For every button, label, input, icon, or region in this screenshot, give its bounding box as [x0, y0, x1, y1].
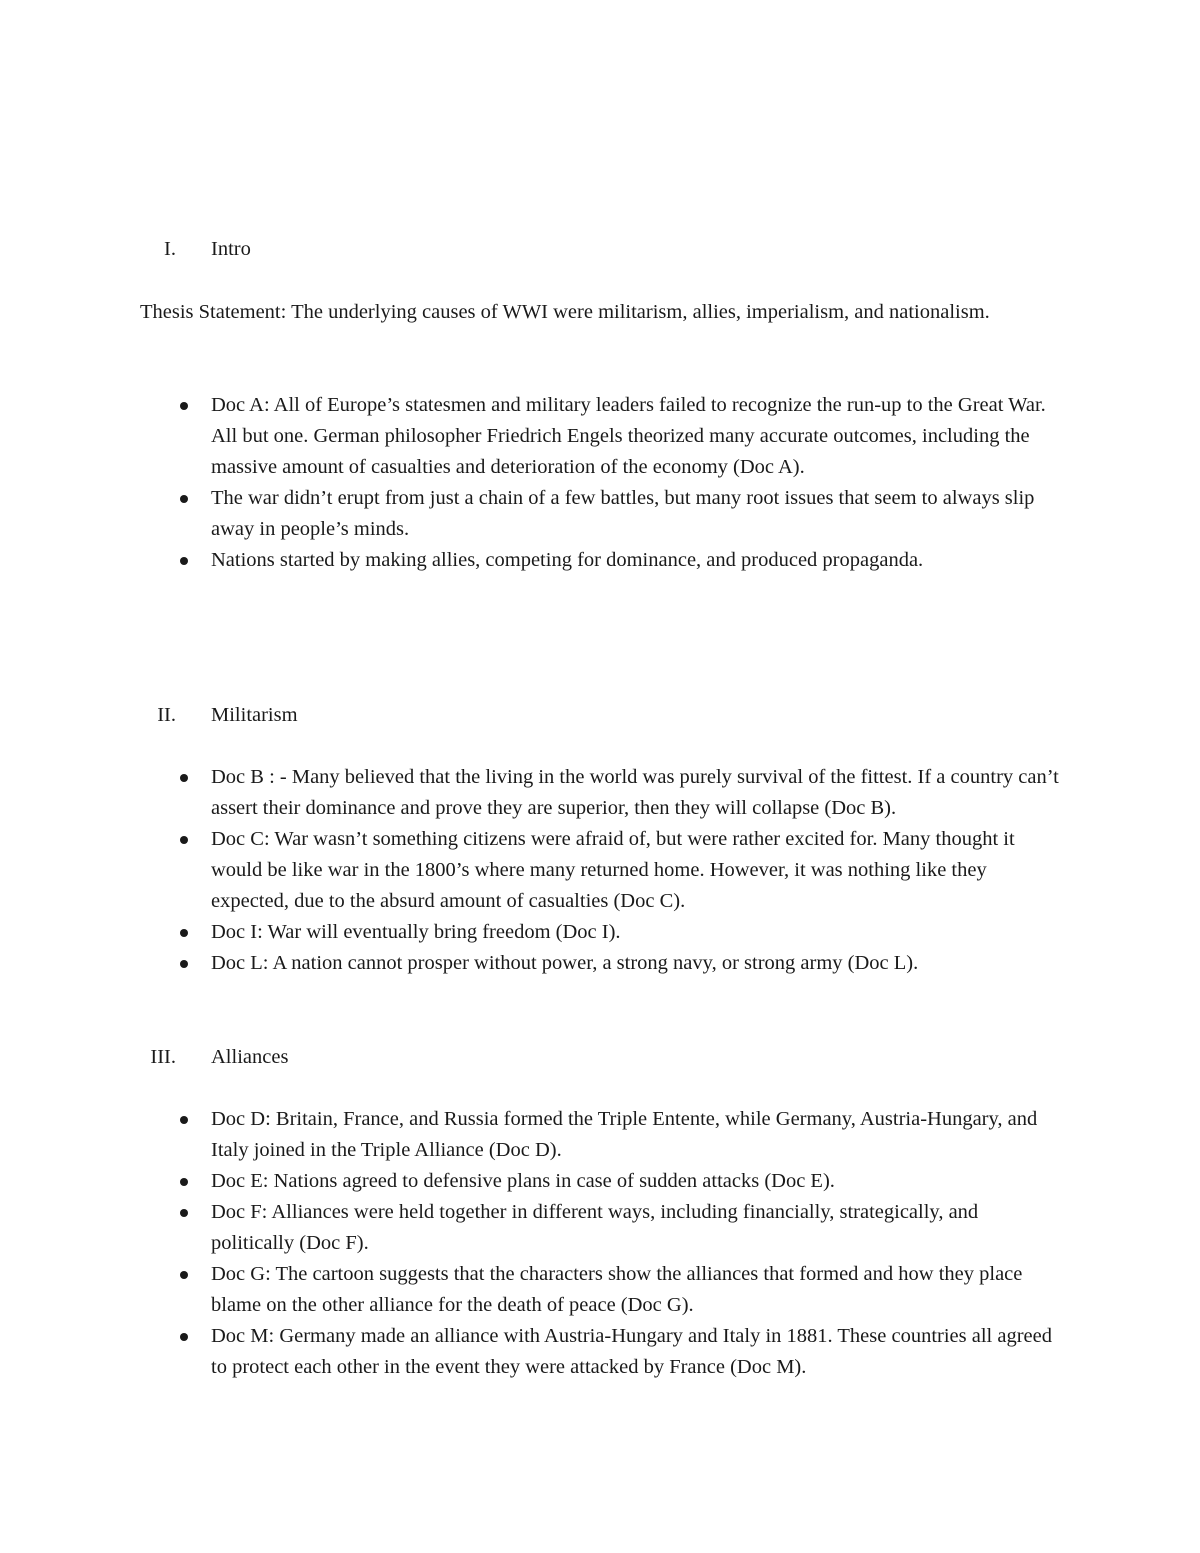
section-numeral: III.: [150, 1046, 176, 1068]
list-item: [0, 1259, 1061, 1321]
intro-bullet-list: [0, 390, 1200, 576]
list-item-text: Doc I: War will eventually bring freedom (Doc I).: [211, 921, 621, 943]
list-item: [0, 1166, 1061, 1197]
section-title: Militarism: [211, 704, 298, 726]
list-item: [0, 1321, 1061, 1383]
bullet-icon: [180, 836, 188, 844]
section-numeral: I.: [164, 238, 176, 260]
bullet-icon: [180, 1333, 188, 1341]
list-item-text: Doc L: A nation cannot prosper without power, a strong navy, or strong army (Doc L).: [211, 952, 919, 974]
section-heading-alliances: [0, 1042, 1200, 1073]
list-item: [0, 545, 1061, 576]
section-title: Intro: [211, 238, 251, 260]
section-heading-intro: [0, 234, 1200, 265]
bullet-icon: [180, 929, 188, 937]
bullet-icon: [180, 1271, 188, 1279]
list-item-text: Doc E: Nations agreed to defensive plans in case of sudden attacks (Doc E).: [211, 1170, 835, 1192]
bullet-icon: [180, 402, 188, 410]
bullet-icon: [180, 960, 188, 968]
bullet-icon: [180, 495, 188, 503]
list-item: [0, 917, 1061, 948]
list-item-text: Doc F: Alliances were held together in different ways, including financially, strategically, and politically (Doc F).: [211, 1201, 979, 1254]
list-item-text: Doc M: Germany made an alliance with Austria-Hungary and Italy in 1881. These countries all agreed to protect each other in the event they were attacked by France (Doc M).: [211, 1325, 1052, 1378]
bullet-icon: [180, 1178, 188, 1186]
section-numeral: II.: [157, 704, 176, 726]
list-item: [0, 824, 1061, 917]
bullet-icon: [180, 774, 188, 782]
list-item: [0, 1104, 1061, 1166]
list-item: [0, 483, 1061, 545]
bullet-icon: [180, 1116, 188, 1124]
militarism-bullet-list: [0, 762, 1200, 979]
list-item-text: Doc D: Britain, France, and Russia formed the Triple Entente, while Germany, Austria-Hungary, and Italy joined in the Triple Alliance (Doc D).: [211, 1108, 1038, 1161]
list-item: [0, 762, 1061, 824]
list-item-text: Doc B : - Many believed that the living in the world was purely survival of the fittest. If a country can’t assert their dominance and prove they are superior, then they will collapse (Doc B).: [211, 766, 1059, 819]
bullet-icon: [180, 1209, 188, 1217]
list-item: [0, 390, 1061, 483]
list-item: [0, 1197, 1061, 1259]
bullet-icon: [180, 557, 188, 565]
list-item-text: Doc G: The cartoon suggests that the characters show the alliances that formed and how they place blame on the other alliance for the death of peace (Doc G).: [211, 1263, 1023, 1316]
section-heading-militarism: [0, 700, 1200, 731]
thesis-statement: Thesis Statement: The underlying causes of WWI were militarism, allies, imperialism, and nationalism.: [140, 301, 990, 323]
list-item-text: Doc A: All of Europe’s statesmen and military leaders failed to recognize the run-up to the Great War. All but one. German philosopher Friedrich Engels theorized many accurate outcomes, including the massive amount of casualties and deterioration of the economy (Doc A).: [211, 394, 1046, 478]
list-item-text: Nations started by making allies, competing for dominance, and produced propaganda.: [211, 549, 924, 571]
list-item: [0, 948, 1061, 979]
list-item-text: The war didn’t erupt from just a chain of a few battles, but many root issues that seem to always slip away in people’s minds.: [211, 487, 1035, 540]
alliances-bullet-list: [0, 1104, 1200, 1383]
list-item-text: Doc C: War wasn’t something citizens were afraid of, but were rather excited for. Many thought it would be like war in the 1800’s where many returned home. However, it was nothing like they expected, due to the absurd amount of casualties (Doc C).: [211, 828, 1015, 912]
section-title: Alliances: [211, 1046, 289, 1068]
